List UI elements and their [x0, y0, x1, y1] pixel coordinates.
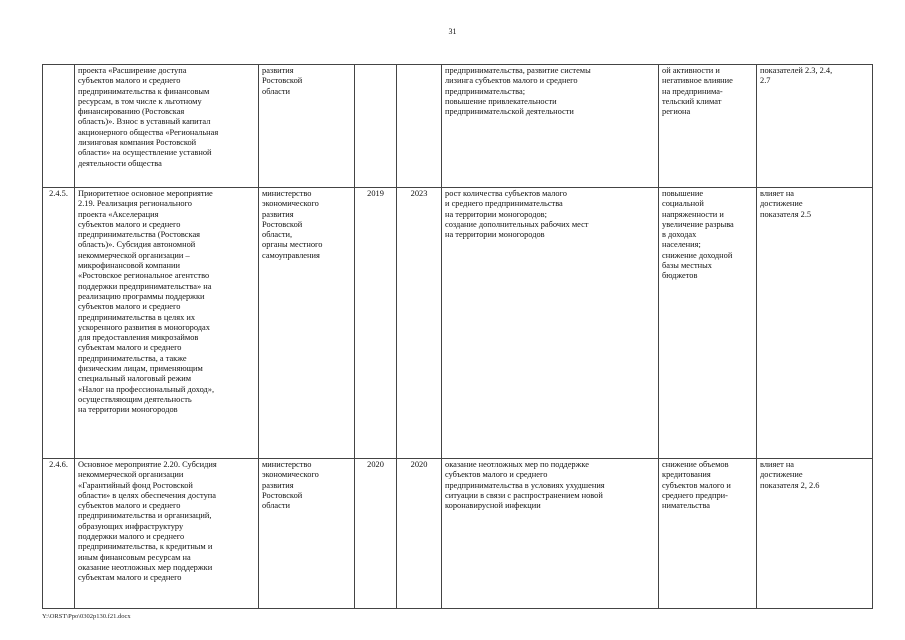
page-number: 31	[448, 27, 457, 36]
start-year: 2019	[355, 188, 397, 459]
end-year: 2023	[397, 188, 442, 459]
expected-result: предпринимательства, развитие системы лизинга субъектов малого и среднего предпринимательства; повышение привлекательности предпринимательской деятельности	[442, 65, 659, 188]
executor: развития Ростовской области	[259, 65, 355, 188]
row-number: 2.4.5.	[43, 188, 75, 459]
indicator-link: влияет на достижение показателя 2, 2.6	[757, 459, 873, 609]
table-row	[43, 459, 873, 609]
executor: министерство экономического развития Ростовской области	[259, 459, 355, 609]
expected-result: рост количества субъектов малого и среднего предпринимательства на территории моногородов; создание дополнительных рабочих мест на территории моногородов	[442, 188, 659, 459]
end-year	[397, 65, 442, 188]
non-implementation-consequence: повышение социальной напряженности и увеличение разрыва в доходах населения; снижение доходной базы местных бюджетов	[659, 188, 757, 459]
indicator-link: влияет на достижение показателя 2.5	[757, 188, 873, 459]
non-implementation-consequence: ой активности и негативное влияние на предпринима- тельский климат региона	[659, 65, 757, 188]
row-number	[43, 65, 75, 188]
measure-name: проекта «Расширение доступа субъектов малого и среднего предпринимательства к финансовым ресурсам, в том числе к льготному финансированию (Ростовская область)». Взнос в уставный капитал акционерного общества «Региональная лизинговая компания Ростовской области» на осуществление уставной деятельности общества	[75, 65, 259, 188]
row-number: 2.4.6.	[43, 459, 75, 609]
measures-table	[42, 64, 873, 609]
start-year: 2020	[355, 459, 397, 609]
start-year	[355, 65, 397, 188]
non-implementation-consequence: снижение объемов кредитования субъектов малого и среднего предпри- нимательства	[659, 459, 757, 609]
table-row	[43, 188, 873, 459]
expected-result: оказание неотложных мер по поддержке субъектов малого и среднего предпринимательства в условиях ухудшения ситуации в связи с распространением новой коронавирусной инфекции	[442, 459, 659, 609]
executor: министерство экономического развития Ростовской области, органы местного самоуправления	[259, 188, 355, 459]
measure-name: Приоритетное основное мероприятие 2.19. Реализация регионального проекта «Акселерация субъектов малого и среднего предпринимательства (Ростовская область)». Субсидия автономной некоммерческой организации – микрофинансовой компании «Ростовское региональное агентство поддержки предпринимательства» на реализацию программы поддержки субъектов малого и среднего предпринимательства в целях их ускоренного развития в моногородах для предоставления микрозаймов субъектам малого и среднего предпринимательства, а также физическим лицам, применяющим специальный налоговый режим «Налог на профессиональный доход», осуществляющим деятельность на территории моногородов	[75, 188, 259, 459]
measure-name: Основное мероприятие 2.20. Субсидия некоммерческой организации «Гарантийный фонд Ростовской области» в целях обеспечения доступа субъектов малого и среднего предпринимательства и организаций, образующих инфраструктуру поддержки малого и среднего предпринимательства, к кредитным и иным финансовым ресурсам на оказание неотложных мер поддержки субъектам малого и среднего	[75, 459, 259, 609]
indicator-link: показателей 2.3, 2.4, 2.7	[757, 65, 873, 188]
table-row	[43, 65, 873, 188]
end-year: 2020	[397, 459, 442, 609]
file-path-footer: Y:\ORST\Ppo\0302p130.f21.docx	[42, 613, 131, 620]
